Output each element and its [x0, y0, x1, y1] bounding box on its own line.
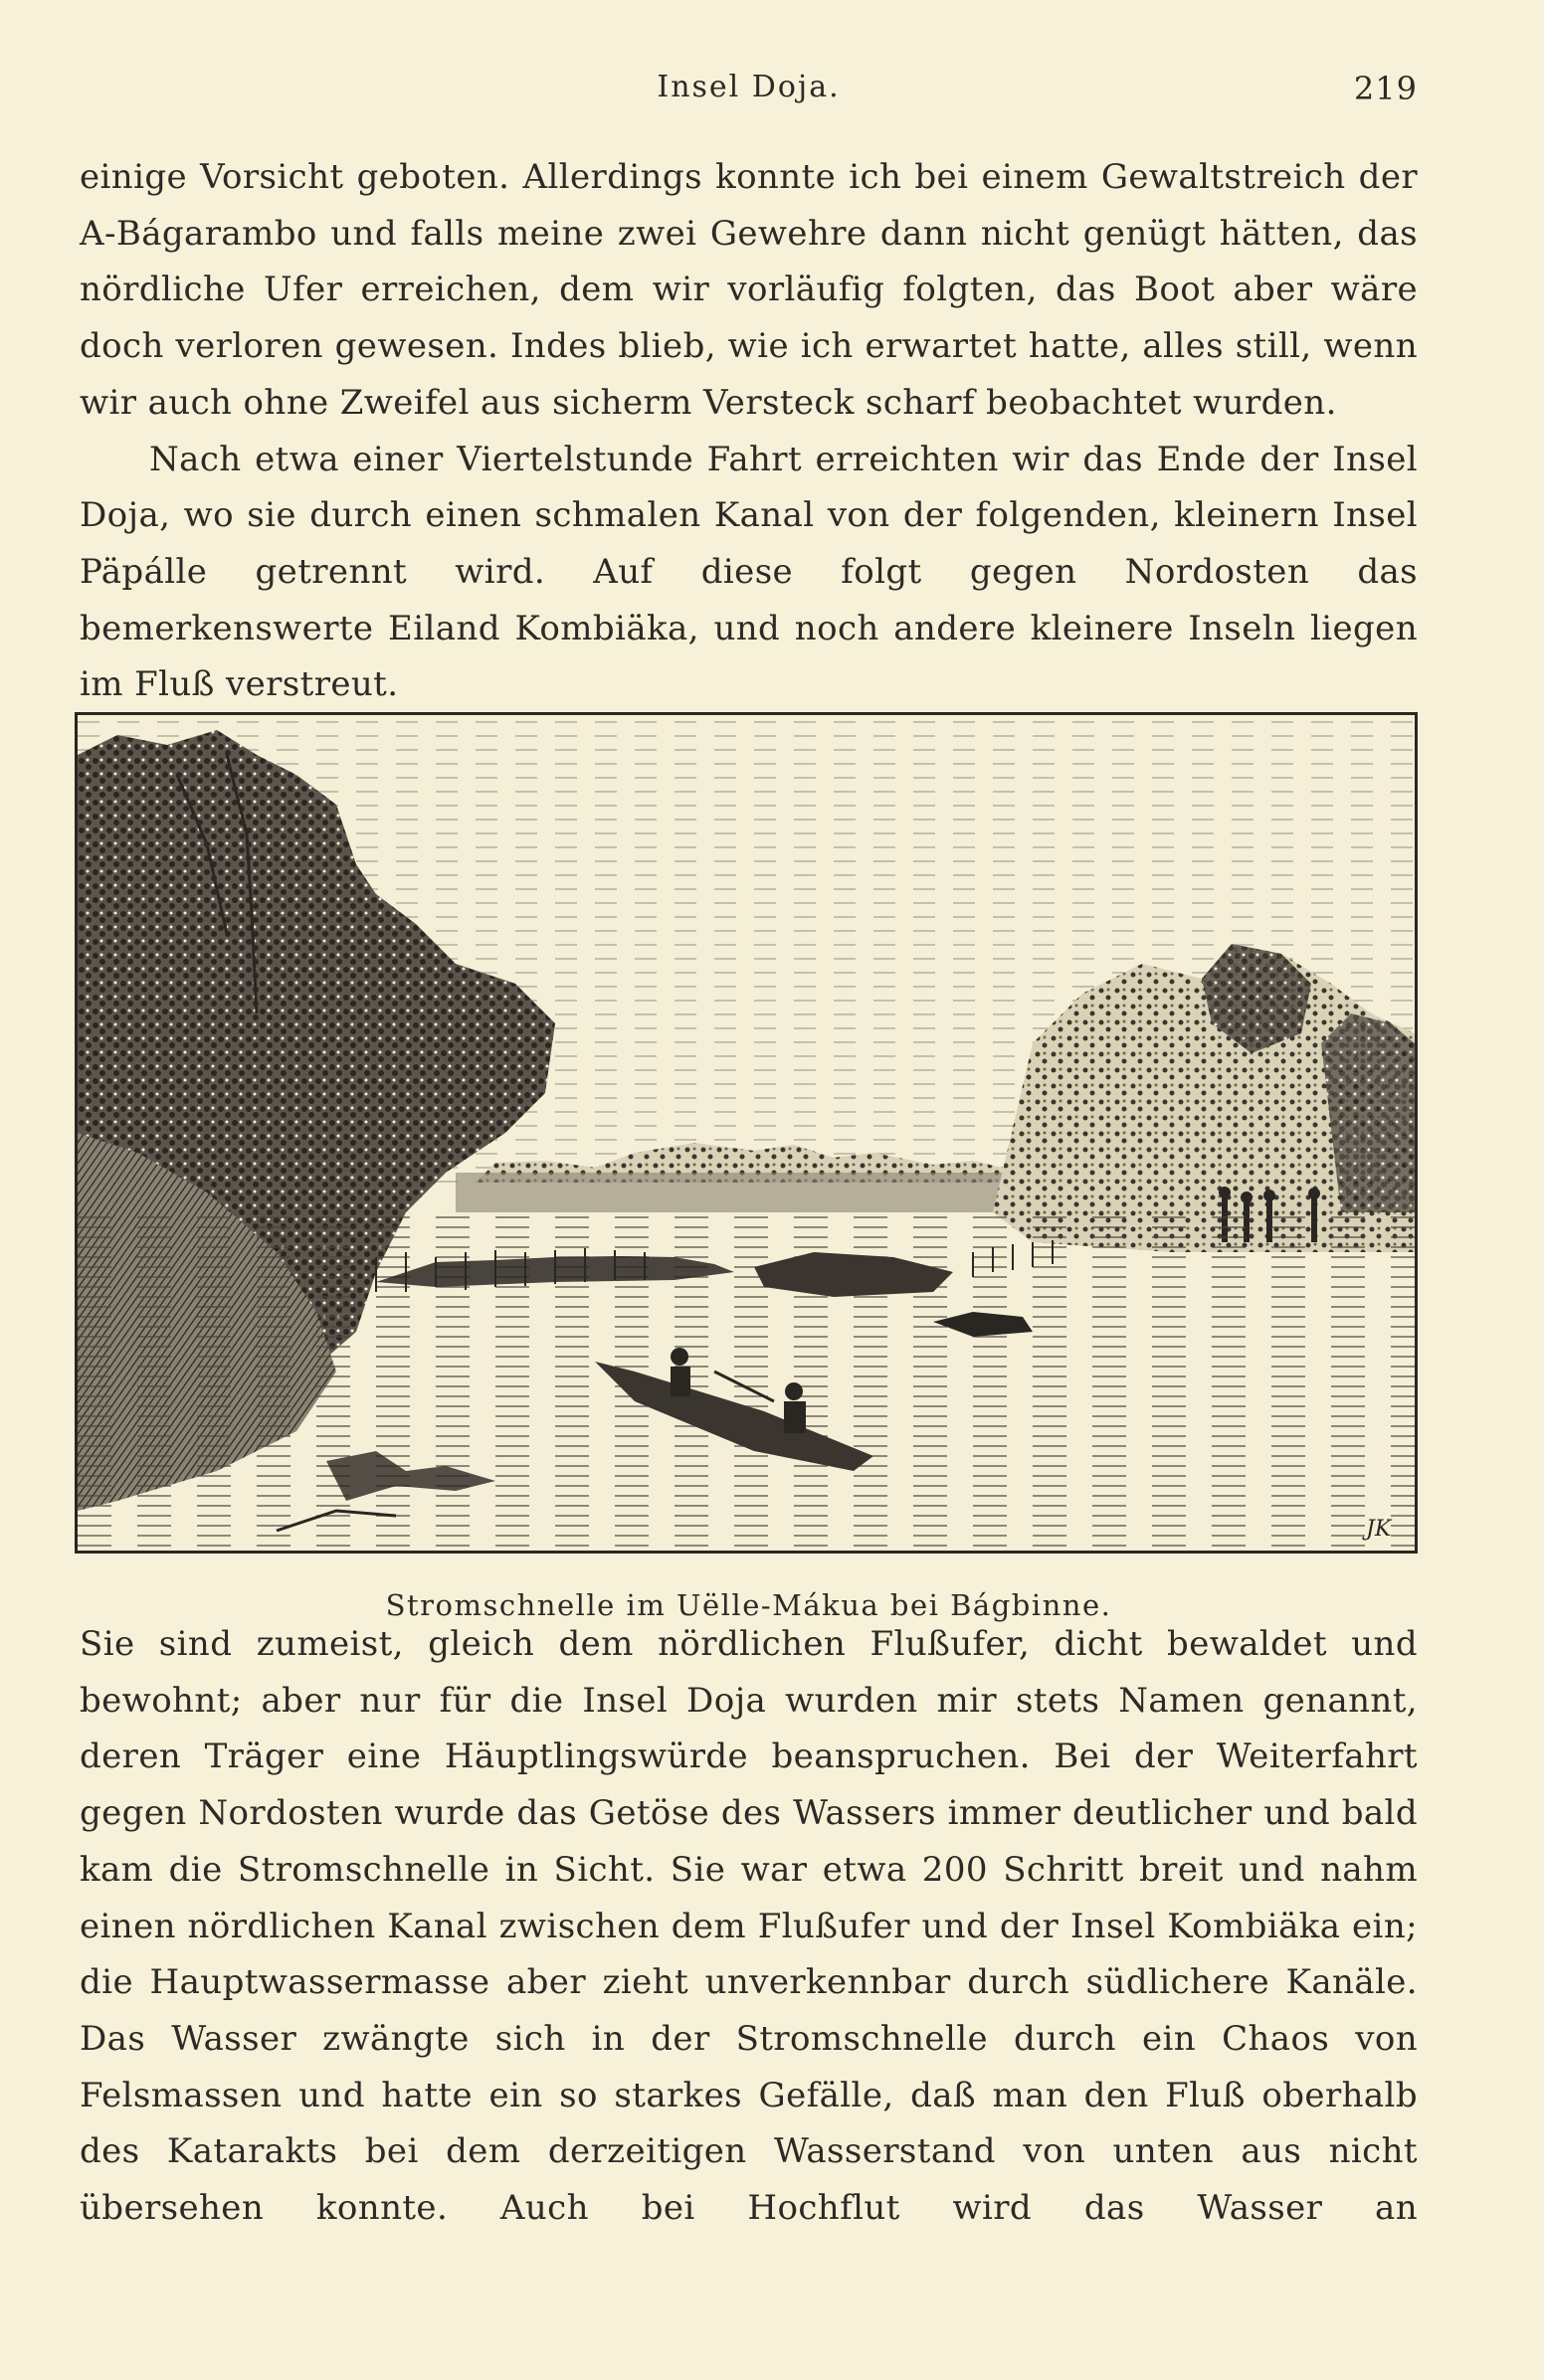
figure-caption: Stromschnelle im Uëlle-Mákua bei Bágbinne.: [385, 1588, 1112, 1622]
paragraph: Sie sind zumeist, gleich dem nördlichen Flußufer, dicht bewaldet und bewohnt; aber nur für die Insel Doja wurden mir stets Namen genannt, deren Träger eine Häuptlingswürde beanspruchen. Bei der Weiterfahrt gegen Nordosten wurde das Getöse des Wassers immer deutlicher und bald kam die Stromschnelle in Sicht. Sie war etwa 200 Schritt breit und nahm einen nördlichen Kanal zwischen dem Flußufer und der Insel Kombiäka ein; die Hauptwassermasse aber zieht unverkennbar durch südlichere Kanäle. Das Wasser zwängte sich in der Stromschnelle durch ein Chaos von Felsmassen und hatte ein so starkes Gefälle, daß man den Fluß oberhalb des Katarakts bei dem derzeitigen Wasserstand von unten aus nicht übersehen konnte. Auch bei Hochflut wird das Wasser an: [80, 1624, 1418, 2229]
illustration-river-rapids: [75, 712, 1418, 1554]
paragraph: einige Vorsicht geboten. Allerdings konnte ich bei einem Gewaltstreich der A-Bágarambo und falls meine zwei Gewehre dann nicht genügt hätten, das nördliche Ufer erreichen, dem wir vorläufig folgten, das Boot aber wäre doch verloren gewesen. Indes blieb, wie ich erwartet hatte, alles still, wenn wir auch ohne Zweifel aus sicherm Versteck scharf beobachtet wurden.: [80, 157, 1418, 423]
engraving-illustration: [78, 715, 1415, 1551]
page-header: [80, 70, 1418, 119]
running-head: Insel Doja.: [657, 70, 841, 104]
monogram: JK: [1366, 1517, 1392, 1542]
page-number: 219: [1353, 70, 1418, 107]
paragraph: Nach etwa einer Viertelstunde Fahrt erreichten wir das Ende der Insel Doja, wo sie durch einen schmalen Kanal von der folgenden, kleinern Insel Päpálle getrennt wird. Auf diese folgt gegen Nordosten das bemerkenswerte Eiland Kombiäka, und noch andere kleinere Inseln liegen im Fluß verstreut.: [80, 439, 1418, 705]
text-block-top: [80, 149, 1418, 713]
text-block-bottom: [80, 1616, 1418, 2237]
